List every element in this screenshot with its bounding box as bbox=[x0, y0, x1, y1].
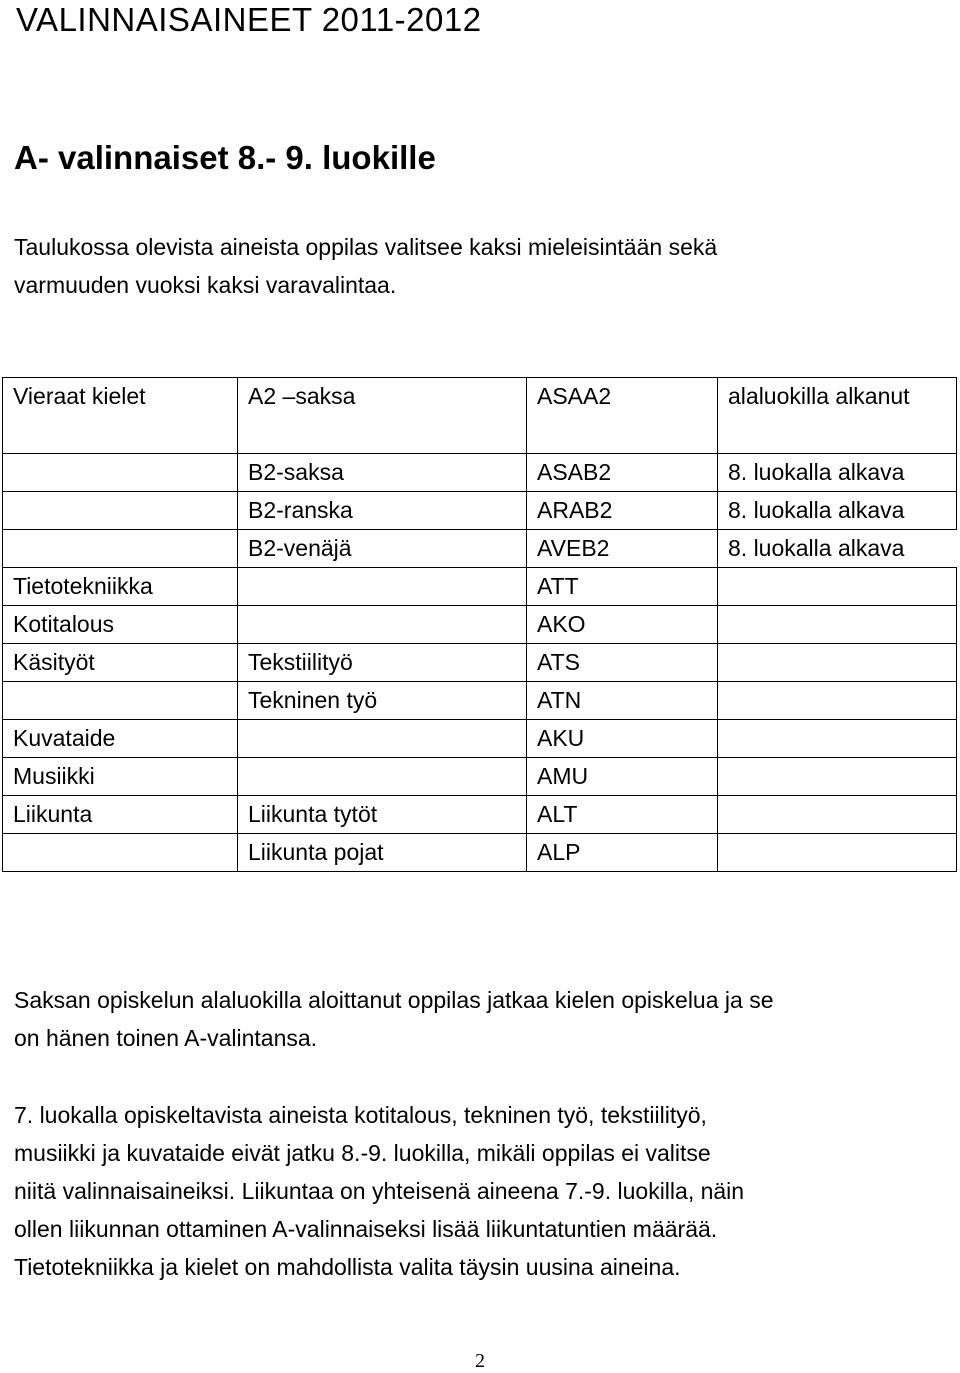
table-row bbox=[3, 796, 957, 834]
note-cell bbox=[718, 682, 957, 720]
german-note-paragraph bbox=[14, 981, 954, 1057]
table-row bbox=[3, 644, 957, 682]
code-cell: ATT bbox=[527, 568, 718, 606]
note-cell bbox=[718, 644, 957, 682]
paragraph-line: 7. luokalla opiskeltavista aineista kotitalous, tekninen työ, tekstiilityö, bbox=[14, 1102, 707, 1128]
table-row bbox=[3, 606, 957, 644]
table-row bbox=[3, 454, 957, 492]
subjects-note-paragraph bbox=[14, 1096, 954, 1286]
subject-cell: Kotitalous bbox=[3, 606, 238, 644]
table-row bbox=[3, 834, 957, 872]
code-cell: AMU bbox=[527, 758, 718, 796]
intro-line: Taulukossa olevista aineista oppilas valitsee kaksi mieleisintään sekä bbox=[14, 234, 718, 260]
code-cell: ATS bbox=[527, 644, 718, 682]
subject-cell: Käsityöt bbox=[3, 644, 238, 682]
option-cell: B2-ranska bbox=[238, 492, 527, 530]
option-cell: B2-venäjä bbox=[238, 530, 527, 568]
subject-cell: Liikunta bbox=[3, 796, 238, 834]
option-cell bbox=[238, 606, 527, 644]
code-cell: ASAB2 bbox=[527, 454, 718, 492]
paragraph-line: Tietotekniikka ja kielet on mahdollista valita täysin uusina aineina. bbox=[14, 1254, 681, 1280]
option-cell bbox=[238, 758, 527, 796]
page-number: 2 bbox=[475, 1350, 485, 1372]
section-heading: A- valinnaiset 8.- 9. luokille bbox=[14, 139, 436, 176]
table-row bbox=[3, 758, 957, 796]
note-cell bbox=[718, 758, 957, 796]
note-cell: 8. luokalla alkava bbox=[718, 454, 957, 492]
option-cell: Tekstiilityö bbox=[238, 644, 527, 682]
paragraph-line: on hänen toinen A-valintansa. bbox=[14, 1025, 318, 1051]
subject-cell bbox=[3, 454, 238, 492]
code-cell: AKU bbox=[527, 720, 718, 758]
code-cell: ARAB2 bbox=[527, 492, 718, 530]
table-row bbox=[3, 568, 957, 606]
subject-cell bbox=[3, 834, 238, 872]
table-row bbox=[3, 682, 957, 720]
note-text: alaluokilla alkanut bbox=[728, 383, 910, 409]
code-cell: ATN bbox=[527, 682, 718, 720]
note-cell bbox=[718, 378, 957, 454]
note-cell bbox=[718, 720, 957, 758]
code-cell: ASAA2 bbox=[527, 378, 718, 454]
document-title: VALINNAISAINEET 2011-2012 bbox=[16, 1, 482, 38]
note-cell: 8. luokalla alkava bbox=[718, 492, 957, 530]
code-cell: ALT bbox=[527, 796, 718, 834]
subject-cell bbox=[3, 530, 238, 568]
subjects-table bbox=[2, 377, 957, 872]
intro-text bbox=[14, 228, 914, 304]
option-cell: A2 –saksa bbox=[238, 378, 527, 454]
note-cell bbox=[718, 568, 957, 606]
subject-cell: Tietotekniikka bbox=[3, 568, 238, 606]
subject-cell: Musiikki bbox=[3, 758, 238, 796]
subject-cell: Kuvataide bbox=[3, 720, 238, 758]
note-cell: 8. luokalla alkava bbox=[728, 535, 905, 561]
table-row bbox=[3, 720, 957, 758]
note-cell bbox=[718, 834, 957, 872]
option-cell bbox=[238, 720, 527, 758]
note-cell bbox=[718, 606, 957, 644]
subject-cell: Vieraat kielet bbox=[3, 378, 238, 454]
subject-cell bbox=[3, 682, 238, 720]
option-cell bbox=[238, 568, 527, 606]
subject-cell bbox=[3, 492, 238, 530]
option-cell: Tekninen työ bbox=[238, 682, 527, 720]
note-cell bbox=[718, 796, 957, 834]
option-cell: Liikunta pojat bbox=[238, 834, 527, 872]
code-cell: ALP bbox=[527, 834, 718, 872]
paragraph-line: musiikki ja kuvataide eivät jatku 8.-9. luokilla, mikäli oppilas ei valitse bbox=[14, 1140, 711, 1166]
paragraph-line: Saksan opiskelun alaluokilla aloittanut oppilas jatkaa kielen opiskelua ja se bbox=[14, 987, 774, 1013]
code-cell: AKO bbox=[527, 606, 718, 644]
table-row bbox=[3, 378, 957, 454]
table-row bbox=[3, 530, 957, 568]
intro-line: varmuuden vuoksi kaksi varavalintaa. bbox=[14, 272, 397, 298]
option-cell: Liikunta tytöt bbox=[238, 796, 527, 834]
code-cell: AVEB2 bbox=[527, 530, 718, 568]
paragraph-line: ollen liikunnan ottaminen A-valinnaiseksi lisää liikuntatuntien määrää. bbox=[14, 1216, 718, 1242]
table-row bbox=[3, 492, 957, 530]
option-cell: B2-saksa bbox=[238, 454, 527, 492]
paragraph-line: niitä valinnaisaineiksi. Liikuntaa on yhteisenä aineena 7.-9. luokilla, näin bbox=[14, 1178, 745, 1204]
